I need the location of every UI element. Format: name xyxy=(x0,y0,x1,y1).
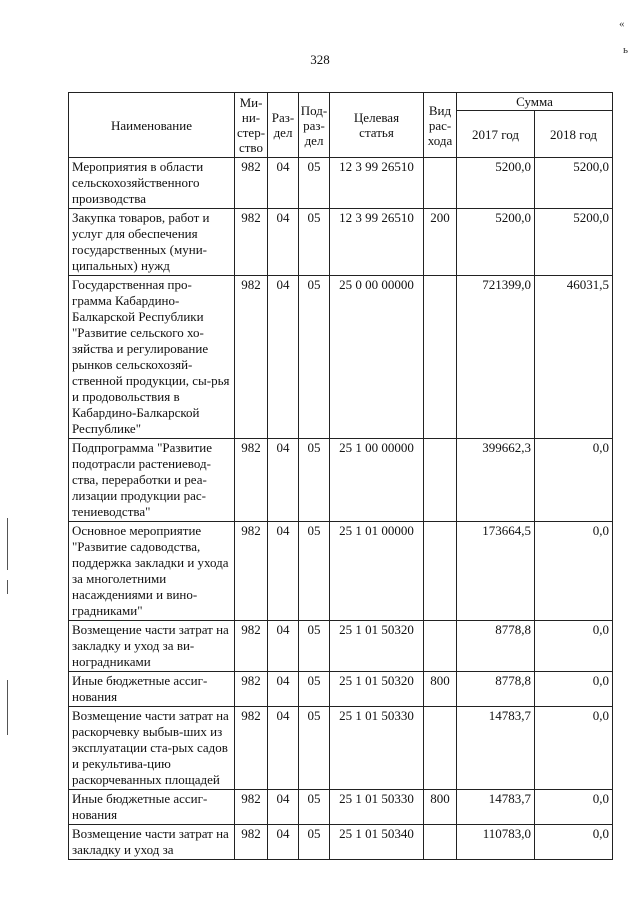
table-row xyxy=(69,672,613,707)
header-name: Наименование xyxy=(69,93,235,158)
cell-target-article: 12 3 99 26510 xyxy=(330,158,424,209)
scan-margin-line xyxy=(7,518,8,570)
table-row xyxy=(69,276,613,439)
cell-section: 04 xyxy=(268,672,299,707)
cell-subsection: 05 xyxy=(299,790,330,825)
cell-section: 04 xyxy=(268,621,299,672)
cell-section: 04 xyxy=(268,439,299,522)
cell-amount-2017: 110783,0 xyxy=(457,825,535,860)
budget-table xyxy=(68,92,613,860)
cell-target-article: 25 1 01 00000 xyxy=(330,522,424,621)
cell-name: Иные бюджетные ассиг-нования xyxy=(69,672,235,707)
cell-amount-2017: 14783,7 xyxy=(457,707,535,790)
cell-name: Мероприятия в области сельскохозяйственного производства xyxy=(69,158,235,209)
cell-ministry: 982 xyxy=(235,276,268,439)
cell-expense-type xyxy=(424,621,457,672)
cell-ministry: 982 xyxy=(235,790,268,825)
cell-ministry: 982 xyxy=(235,707,268,790)
table-row xyxy=(69,707,613,790)
cell-subsection: 05 xyxy=(299,672,330,707)
cell-name: Основное мероприятие "Развитие садоводства, поддержка закладки и ухода за многолетними насаждениями и вино-градниками" xyxy=(69,522,235,621)
cell-section: 04 xyxy=(268,707,299,790)
cell-ministry: 982 xyxy=(235,209,268,276)
cell-subsection: 05 xyxy=(299,707,330,790)
header-expense-type: Вид рас- хода xyxy=(424,93,457,158)
header-amount: Сумма xyxy=(457,93,613,111)
cell-expense-type xyxy=(424,276,457,439)
cell-amount-2017: 5200,0 xyxy=(457,209,535,276)
cell-subsection: 05 xyxy=(299,276,330,439)
header-subsection: Под- раз- дел xyxy=(299,93,330,158)
cell-amount-2017: 173664,5 xyxy=(457,522,535,621)
cell-amount-2018: 0,0 xyxy=(535,621,613,672)
cell-amount-2018: 5200,0 xyxy=(535,209,613,276)
cell-amount-2018: 5200,0 xyxy=(535,158,613,209)
cell-section: 04 xyxy=(268,825,299,860)
cell-ministry: 982 xyxy=(235,672,268,707)
cell-name: Возмещение части затрат на закладку и уход за ви-ноградниками xyxy=(69,621,235,672)
cell-target-article: 25 1 01 50340 xyxy=(330,825,424,860)
cell-amount-2018: 0,0 xyxy=(535,707,613,790)
table-body xyxy=(69,158,613,860)
scan-mark: ь xyxy=(623,44,629,56)
cell-target-article: 25 1 01 50320 xyxy=(330,621,424,672)
cell-expense-type: 200 xyxy=(424,209,457,276)
cell-subsection: 05 xyxy=(299,158,330,209)
cell-subsection: 05 xyxy=(299,439,330,522)
cell-target-article: 25 0 00 00000 xyxy=(330,276,424,439)
table-row xyxy=(69,522,613,621)
header-ministry: Ми- ни- стер- ство xyxy=(235,93,268,158)
cell-target-article: 12 3 99 26510 xyxy=(330,209,424,276)
cell-subsection: 05 xyxy=(299,522,330,621)
cell-amount-2018: 0,0 xyxy=(535,439,613,522)
table-row xyxy=(69,158,613,209)
cell-amount-2017: 8778,8 xyxy=(457,621,535,672)
cell-amount-2018: 0,0 xyxy=(535,672,613,707)
cell-subsection: 05 xyxy=(299,621,330,672)
cell-section: 04 xyxy=(268,209,299,276)
cell-ministry: 982 xyxy=(235,522,268,621)
table-row xyxy=(69,621,613,672)
cell-target-article: 25 1 01 50330 xyxy=(330,707,424,790)
table-row xyxy=(69,439,613,522)
cell-name: Иные бюджетные ассиг-нования xyxy=(69,790,235,825)
table-row xyxy=(69,825,613,860)
cell-name: Возмещение части затрат на раскорчевку выбыв-ших из эксплуатации ста-рых садов и рекультива-цию раскорчеванных площадей xyxy=(69,707,235,790)
cell-ministry: 982 xyxy=(235,825,268,860)
cell-name: Возмещение части затрат на закладку и уход за xyxy=(69,825,235,860)
cell-expense-type: 800 xyxy=(424,790,457,825)
scan-margin-line xyxy=(7,580,8,594)
cell-amount-2018: 0,0 xyxy=(535,790,613,825)
header-year-2018: 2018 год xyxy=(535,111,613,158)
cell-amount-2018: 0,0 xyxy=(535,825,613,860)
cell-amount-2017: 5200,0 xyxy=(457,158,535,209)
cell-name: Закупка товаров, работ и услуг для обеспечения государственных (муни-ципальных) нужд xyxy=(69,209,235,276)
cell-amount-2018: 0,0 xyxy=(535,522,613,621)
cell-expense-type xyxy=(424,439,457,522)
cell-section: 04 xyxy=(268,790,299,825)
cell-ministry: 982 xyxy=(235,158,268,209)
cell-amount-2017: 8778,8 xyxy=(457,672,535,707)
header-year-2017: 2017 год xyxy=(457,111,535,158)
cell-section: 04 xyxy=(268,276,299,439)
cell-ministry: 982 xyxy=(235,439,268,522)
cell-name: Государственная про-грамма Кабардино-Балкарской Республики "Развитие сельского хо-зяйства и регулирование рынков сельскохозяй-ственной продукции, сы-рья и продовольствия в Кабардино-Балкарской Республике" xyxy=(69,276,235,439)
table-row xyxy=(69,209,613,276)
table-row xyxy=(69,790,613,825)
cell-subsection: 05 xyxy=(299,209,330,276)
page-number: 328 xyxy=(310,52,330,67)
cell-target-article: 25 1 00 00000 xyxy=(330,439,424,522)
cell-expense-type xyxy=(424,825,457,860)
cell-expense-type xyxy=(424,158,457,209)
cell-name: Подпрограмма "Развитие подотрасли растениевод-ства, переработки и реа-лизации продукции рас-тениеводства" xyxy=(69,439,235,522)
cell-amount-2017: 399662,3 xyxy=(457,439,535,522)
header-target-article: Целевая статья xyxy=(330,93,424,158)
cell-target-article: 25 1 01 50320 xyxy=(330,672,424,707)
cell-amount-2018: 46031,5 xyxy=(535,276,613,439)
cell-expense-type xyxy=(424,707,457,790)
cell-section: 04 xyxy=(268,522,299,621)
table-header xyxy=(69,93,613,158)
scan-mark: « xyxy=(619,18,625,30)
cell-section: 04 xyxy=(268,158,299,209)
cell-target-article: 25 1 01 50330 xyxy=(330,790,424,825)
cell-amount-2017: 14783,7 xyxy=(457,790,535,825)
cell-amount-2017: 721399,0 xyxy=(457,276,535,439)
scan-margin-line xyxy=(7,680,8,735)
header-section: Раз- дел xyxy=(268,93,299,158)
cell-subsection: 05 xyxy=(299,825,330,860)
cell-expense-type: 800 xyxy=(424,672,457,707)
cell-expense-type xyxy=(424,522,457,621)
cell-ministry: 982 xyxy=(235,621,268,672)
